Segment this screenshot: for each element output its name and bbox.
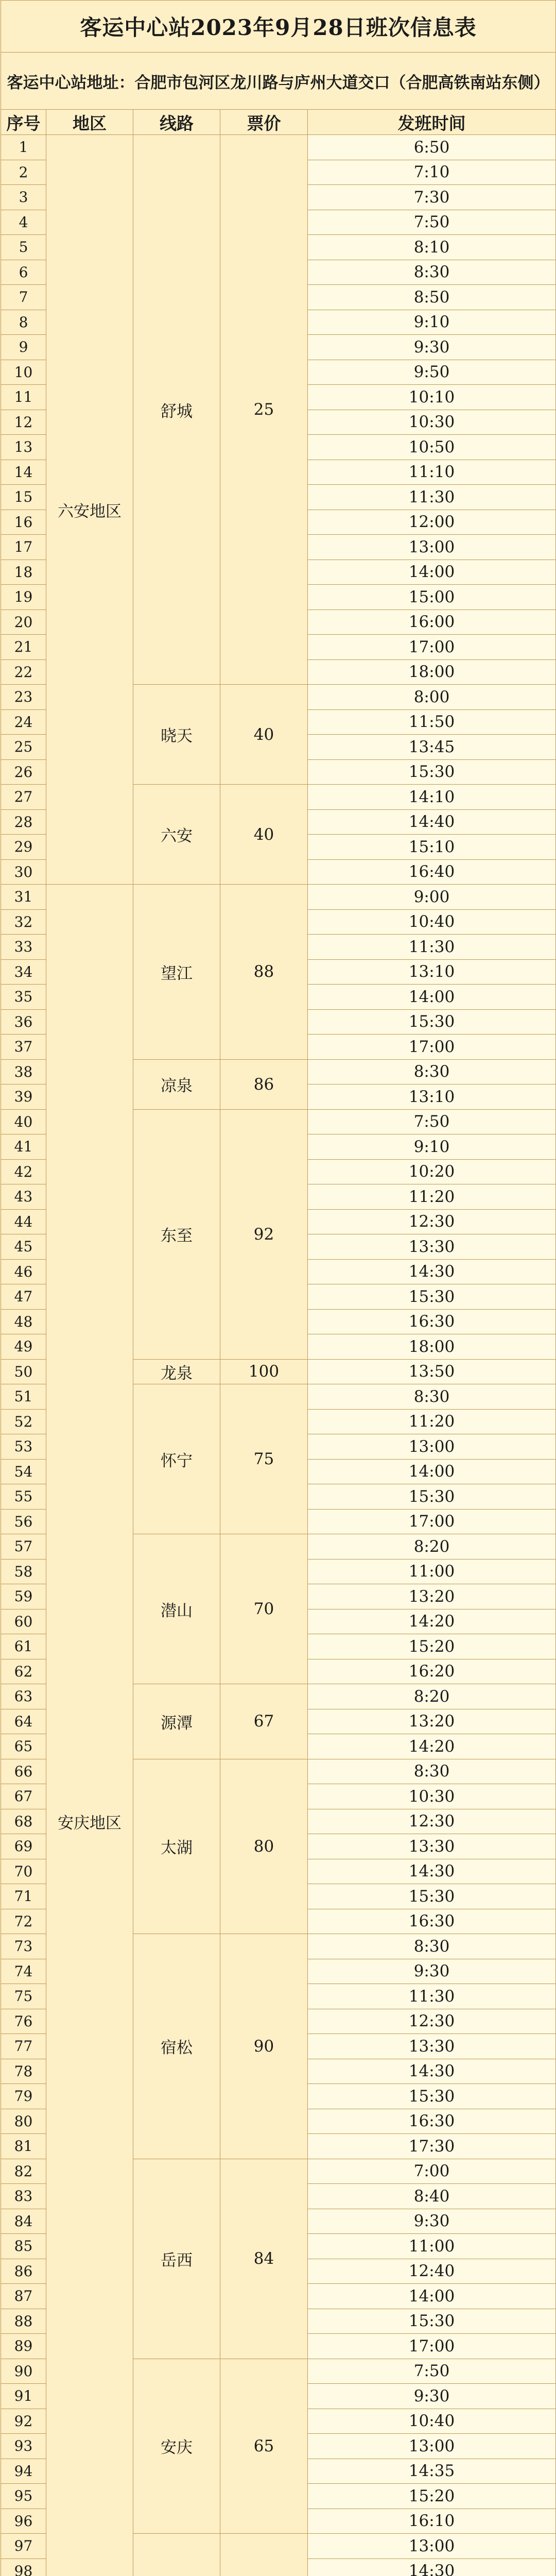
departure-time-cell: 15:30 <box>308 1284 556 1310</box>
departure-time-cell: 16:30 <box>308 2109 556 2134</box>
departure-time-cell: 10:20 <box>308 1159 556 1184</box>
departure-time-cell: 14:30 <box>308 1859 556 1884</box>
departure-time-cell: 17:30 <box>308 2134 556 2159</box>
price-cell: 90 <box>220 1934 308 2159</box>
row-number: 56 <box>1 1509 46 1534</box>
departure-time-cell: 16:40 <box>308 859 556 885</box>
departure-time-cell: 8:30 <box>308 1059 556 1084</box>
departure-time-cell: 8:30 <box>308 260 556 285</box>
row-number: 17 <box>1 535 46 560</box>
departure-time-cell: 8:10 <box>308 235 556 260</box>
departure-time-cell: 12:40 <box>308 2259 556 2284</box>
row-number: 15 <box>1 485 46 510</box>
table-row <box>1 885 556 910</box>
departure-time-cell: 11:00 <box>308 1559 556 1584</box>
row-number: 7 <box>1 285 46 310</box>
row-number: 98 <box>1 2558 46 2576</box>
departure-time-cell: 7:50 <box>308 2359 556 2384</box>
row-number: 65 <box>1 1734 46 1759</box>
departure-time-cell: 8:30 <box>308 1759 556 1784</box>
row-number: 47 <box>1 1284 46 1310</box>
departure-time-cell: 18:00 <box>308 659 556 685</box>
departure-time-cell: 12:30 <box>308 1809 556 1834</box>
route-cell: 望江 <box>133 885 220 1060</box>
departure-time-cell: 10:10 <box>308 385 556 410</box>
row-number: 42 <box>1 1159 46 1184</box>
row-number: 63 <box>1 1684 46 1709</box>
row-number: 25 <box>1 735 46 760</box>
price-cell: 40 <box>220 685 308 785</box>
departure-time-cell: 13:30 <box>308 2034 556 2059</box>
price-cell: 86 <box>220 1059 308 1109</box>
row-number: 51 <box>1 1384 46 1410</box>
price-cell: 40 <box>220 785 308 885</box>
station-address: 客运中心站地址：合肥市包河区龙川路与庐州大道交口（合肥高铁南站东侧） <box>1 53 556 110</box>
departure-time-cell: 13:30 <box>308 1834 556 1859</box>
row-number: 78 <box>1 2059 46 2084</box>
row-number: 79 <box>1 2084 46 2109</box>
departure-time-cell: 7:10 <box>308 160 556 185</box>
departure-time-cell: 11:00 <box>308 2234 556 2259</box>
row-number: 35 <box>1 985 46 1010</box>
row-number: 87 <box>1 2284 46 2309</box>
row-number: 48 <box>1 1309 46 1334</box>
departure-time-cell: 15:30 <box>308 2084 556 2109</box>
row-number: 91 <box>1 2384 46 2409</box>
route-cell: 宿松 <box>133 1934 220 2159</box>
departure-time-cell: 11:30 <box>308 935 556 960</box>
departure-time-cell: 16:00 <box>308 609 556 635</box>
row-number: 44 <box>1 1209 46 1234</box>
row-number: 43 <box>1 1184 46 1210</box>
price-cell: 88 <box>220 885 308 1060</box>
row-number: 70 <box>1 1859 46 1884</box>
departure-time-cell: 13:00 <box>308 1434 556 1460</box>
row-number: 22 <box>1 659 46 685</box>
row-number: 90 <box>1 2359 46 2384</box>
row-number: 11 <box>1 385 46 410</box>
departure-time-cell: 7:00 <box>308 2159 556 2184</box>
departure-time-cell: 11:30 <box>308 485 556 510</box>
row-number: 86 <box>1 2259 46 2284</box>
row-number: 3 <box>1 185 46 210</box>
departure-time-cell: 13:45 <box>308 735 556 760</box>
departure-time-cell: 16:10 <box>308 2509 556 2534</box>
row-number: 62 <box>1 1659 46 1684</box>
row-number: 39 <box>1 1084 46 1110</box>
departure-time-cell: 14:20 <box>308 1609 556 1634</box>
row-number: 85 <box>1 2234 46 2259</box>
route-cell: 岳西 <box>133 2159 220 2359</box>
row-number: 14 <box>1 460 46 485</box>
departure-time-cell: 14:30 <box>308 1259 556 1284</box>
row-number: 68 <box>1 1809 46 1834</box>
row-number: 1 <box>1 135 46 160</box>
departure-time-cell: 7:50 <box>308 210 556 235</box>
row-number: 54 <box>1 1459 46 1484</box>
row-number: 88 <box>1 2309 46 2334</box>
departure-time-cell: 8:20 <box>308 1684 556 1709</box>
departure-time-cell: 14:30 <box>308 2558 556 2576</box>
departure-time-cell: 9:50 <box>308 360 556 385</box>
header-region: 地区 <box>46 110 133 135</box>
departure-time-cell: 13:00 <box>308 2434 556 2459</box>
row-number: 95 <box>1 2484 46 2509</box>
row-number: 2 <box>1 160 46 185</box>
row-number: 64 <box>1 1709 46 1734</box>
price-cell: 84 <box>220 2159 308 2359</box>
departure-time-cell: 14:00 <box>308 985 556 1010</box>
departure-time-cell: 12:30 <box>308 1209 556 1234</box>
row-number: 89 <box>1 2334 46 2359</box>
row-number: 81 <box>1 2134 46 2159</box>
route-cell: 晓天 <box>133 685 220 785</box>
departure-time-cell: 16:20 <box>308 1659 556 1684</box>
departure-time-cell: 13:10 <box>308 1084 556 1110</box>
departure-time-cell: 15:20 <box>308 2484 556 2509</box>
row-number: 50 <box>1 1359 46 1384</box>
departure-time-cell: 13:10 <box>308 959 556 985</box>
departure-time-cell: 8:50 <box>308 285 556 310</box>
row-number: 94 <box>1 2459 46 2484</box>
row-number: 55 <box>1 1484 46 1510</box>
departure-time-cell: 13:00 <box>308 2534 556 2559</box>
departure-time-cell: 8:30 <box>308 1934 556 1959</box>
departure-time-cell: 12:00 <box>308 510 556 535</box>
departure-time-cell: 14:00 <box>308 2284 556 2309</box>
row-number: 12 <box>1 410 46 435</box>
departure-time-cell: 11:50 <box>308 709 556 735</box>
departure-time-cell: 17:00 <box>308 1035 556 1060</box>
departure-time-cell: 9:30 <box>308 1959 556 1984</box>
departure-time-cell: 8:40 <box>308 2184 556 2209</box>
price-cell: 67 <box>220 1684 308 1759</box>
route-cell: 怀宁 <box>133 1384 220 1534</box>
row-number: 9 <box>1 335 46 360</box>
header-price: 票价 <box>220 110 308 135</box>
departure-time-cell: 9:10 <box>308 310 556 335</box>
price-cell: 75 <box>220 1384 308 1534</box>
price-cell: 70 <box>220 1534 308 1684</box>
departure-time-cell: 15:30 <box>308 759 556 785</box>
row-number: 4 <box>1 210 46 235</box>
departure-time-cell: 9:30 <box>308 2384 556 2409</box>
route-cell <box>133 2534 220 2576</box>
price-cell: 100 <box>220 1359 308 1384</box>
row-number: 5 <box>1 235 46 260</box>
departure-time-cell: 9:00 <box>308 885 556 910</box>
row-number: 26 <box>1 759 46 785</box>
departure-time-cell: 8:00 <box>308 685 556 710</box>
departure-time-cell: 9:10 <box>308 1134 556 1160</box>
departure-time-cell: 17:00 <box>308 2334 556 2359</box>
route-cell: 舒城 <box>133 135 220 685</box>
header-row <box>1 110 556 135</box>
row-number: 40 <box>1 1109 46 1134</box>
row-number: 10 <box>1 360 46 385</box>
route-cell: 东至 <box>133 1109 220 1359</box>
row-number: 16 <box>1 510 46 535</box>
departure-time-cell: 14:00 <box>308 1459 556 1484</box>
departure-time-cell: 10:40 <box>308 2409 556 2434</box>
row-number: 60 <box>1 1609 46 1634</box>
departure-time-cell: 15:30 <box>308 1884 556 1909</box>
departure-time-cell: 14:35 <box>308 2459 556 2484</box>
row-number: 27 <box>1 785 46 810</box>
departure-time-cell: 15:30 <box>308 1484 556 1510</box>
row-number: 74 <box>1 1959 46 1984</box>
departure-time-cell: 15:00 <box>308 585 556 610</box>
header-departure-time: 发班时间 <box>308 110 556 135</box>
departure-time-cell: 14:20 <box>308 1734 556 1759</box>
table-row <box>1 135 556 160</box>
departure-time-cell: 10:30 <box>308 1784 556 1809</box>
row-number: 37 <box>1 1035 46 1060</box>
row-number: 53 <box>1 1434 46 1460</box>
row-number: 66 <box>1 1759 46 1784</box>
route-cell: 源潭 <box>133 1684 220 1759</box>
route-cell: 凉泉 <box>133 1059 220 1109</box>
departure-time-cell: 15:20 <box>308 1634 556 1659</box>
row-number: 61 <box>1 1634 46 1659</box>
table-title: 客运中心站2023年9月28日班次信息表 <box>1 1 556 53</box>
row-number: 69 <box>1 1834 46 1859</box>
departure-time-cell: 13:50 <box>308 1359 556 1384</box>
row-number: 45 <box>1 1234 46 1260</box>
schedule-table <box>1 0 556 2576</box>
departure-time-cell: 18:00 <box>308 1334 556 1360</box>
departure-time-cell: 17:00 <box>308 635 556 660</box>
row-number: 41 <box>1 1134 46 1160</box>
departure-time-cell: 15:30 <box>308 2309 556 2334</box>
route-cell: 龙泉 <box>133 1359 220 1384</box>
row-number: 49 <box>1 1334 46 1360</box>
row-number: 97 <box>1 2534 46 2559</box>
row-number: 20 <box>1 609 46 635</box>
region-cell: 六安地区 <box>46 135 133 885</box>
header-number: 序号 <box>1 110 46 135</box>
row-number: 21 <box>1 635 46 660</box>
row-number: 28 <box>1 809 46 835</box>
price-cell: 92 <box>220 1109 308 1359</box>
route-cell: 太湖 <box>133 1759 220 1934</box>
departure-time-cell: 14:10 <box>308 785 556 810</box>
departure-time-cell: 10:50 <box>308 435 556 460</box>
departure-time-cell: 13:20 <box>308 1584 556 1609</box>
departure-time-cell: 16:30 <box>308 1909 556 1934</box>
row-number: 34 <box>1 959 46 985</box>
price-cell: 25 <box>220 135 308 685</box>
departure-time-cell: 14:30 <box>308 2059 556 2084</box>
departure-time-cell: 15:30 <box>308 1009 556 1035</box>
header-route: 线路 <box>133 110 220 135</box>
departure-time-cell: 10:30 <box>308 410 556 435</box>
row-number: 80 <box>1 2109 46 2134</box>
row-number: 57 <box>1 1534 46 1560</box>
row-number: 13 <box>1 435 46 460</box>
departure-time-cell: 12:30 <box>308 2009 556 2034</box>
departure-time-cell: 11:20 <box>308 1409 556 1434</box>
row-number: 23 <box>1 685 46 710</box>
row-number: 32 <box>1 909 46 935</box>
row-number: 6 <box>1 260 46 285</box>
departure-time-cell: 11:10 <box>308 460 556 485</box>
row-number: 82 <box>1 2159 46 2184</box>
price-cell: 65 <box>220 2359 308 2534</box>
row-number: 77 <box>1 2034 46 2059</box>
price-cell <box>220 2534 308 2576</box>
row-number: 75 <box>1 1984 46 2009</box>
row-number: 96 <box>1 2509 46 2534</box>
departure-time-cell: 13:00 <box>308 535 556 560</box>
row-number: 33 <box>1 935 46 960</box>
row-number: 83 <box>1 2184 46 2209</box>
row-number: 71 <box>1 1884 46 1909</box>
departure-time-cell: 11:20 <box>308 1184 556 1210</box>
region-cell: 安庆地区 <box>46 885 133 2576</box>
departure-time-cell: 14:40 <box>308 809 556 835</box>
route-cell: 安庆 <box>133 2359 220 2534</box>
row-number: 93 <box>1 2434 46 2459</box>
row-number: 46 <box>1 1259 46 1284</box>
departure-time-cell: 13:20 <box>308 1709 556 1734</box>
departure-time-cell: 17:00 <box>308 1509 556 1534</box>
departure-time-cell: 14:00 <box>308 560 556 585</box>
row-number: 24 <box>1 709 46 735</box>
row-number: 18 <box>1 560 46 585</box>
row-number: 76 <box>1 2009 46 2034</box>
departure-time-cell: 11:30 <box>308 1984 556 2009</box>
row-number: 36 <box>1 1009 46 1035</box>
departure-time-cell: 16:30 <box>308 1309 556 1334</box>
departure-time-cell: 10:40 <box>308 909 556 935</box>
row-number: 58 <box>1 1559 46 1584</box>
departure-time-cell: 13:30 <box>308 1234 556 1260</box>
row-number: 73 <box>1 1934 46 1959</box>
row-number: 84 <box>1 2209 46 2234</box>
route-cell: 六安 <box>133 785 220 885</box>
departure-time-cell: 8:20 <box>308 1534 556 1560</box>
departure-time-cell: 9:30 <box>308 335 556 360</box>
row-number: 30 <box>1 859 46 885</box>
row-number: 29 <box>1 835 46 860</box>
departure-time-cell: 7:30 <box>308 185 556 210</box>
row-number: 59 <box>1 1584 46 1609</box>
row-number: 31 <box>1 885 46 910</box>
row-number: 92 <box>1 2409 46 2434</box>
row-number: 8 <box>1 310 46 335</box>
price-cell: 80 <box>220 1759 308 1934</box>
row-number: 38 <box>1 1059 46 1084</box>
route-cell: 潜山 <box>133 1534 220 1684</box>
departure-time-cell: 15:10 <box>308 835 556 860</box>
row-number: 19 <box>1 585 46 610</box>
row-number: 52 <box>1 1409 46 1434</box>
departure-time-cell: 9:30 <box>308 2209 556 2234</box>
row-number: 72 <box>1 1909 46 1934</box>
departure-time-cell: 7:50 <box>308 1109 556 1134</box>
departure-time-cell: 6:50 <box>308 135 556 160</box>
departure-time-cell: 8:30 <box>308 1384 556 1410</box>
row-number: 67 <box>1 1784 46 1809</box>
